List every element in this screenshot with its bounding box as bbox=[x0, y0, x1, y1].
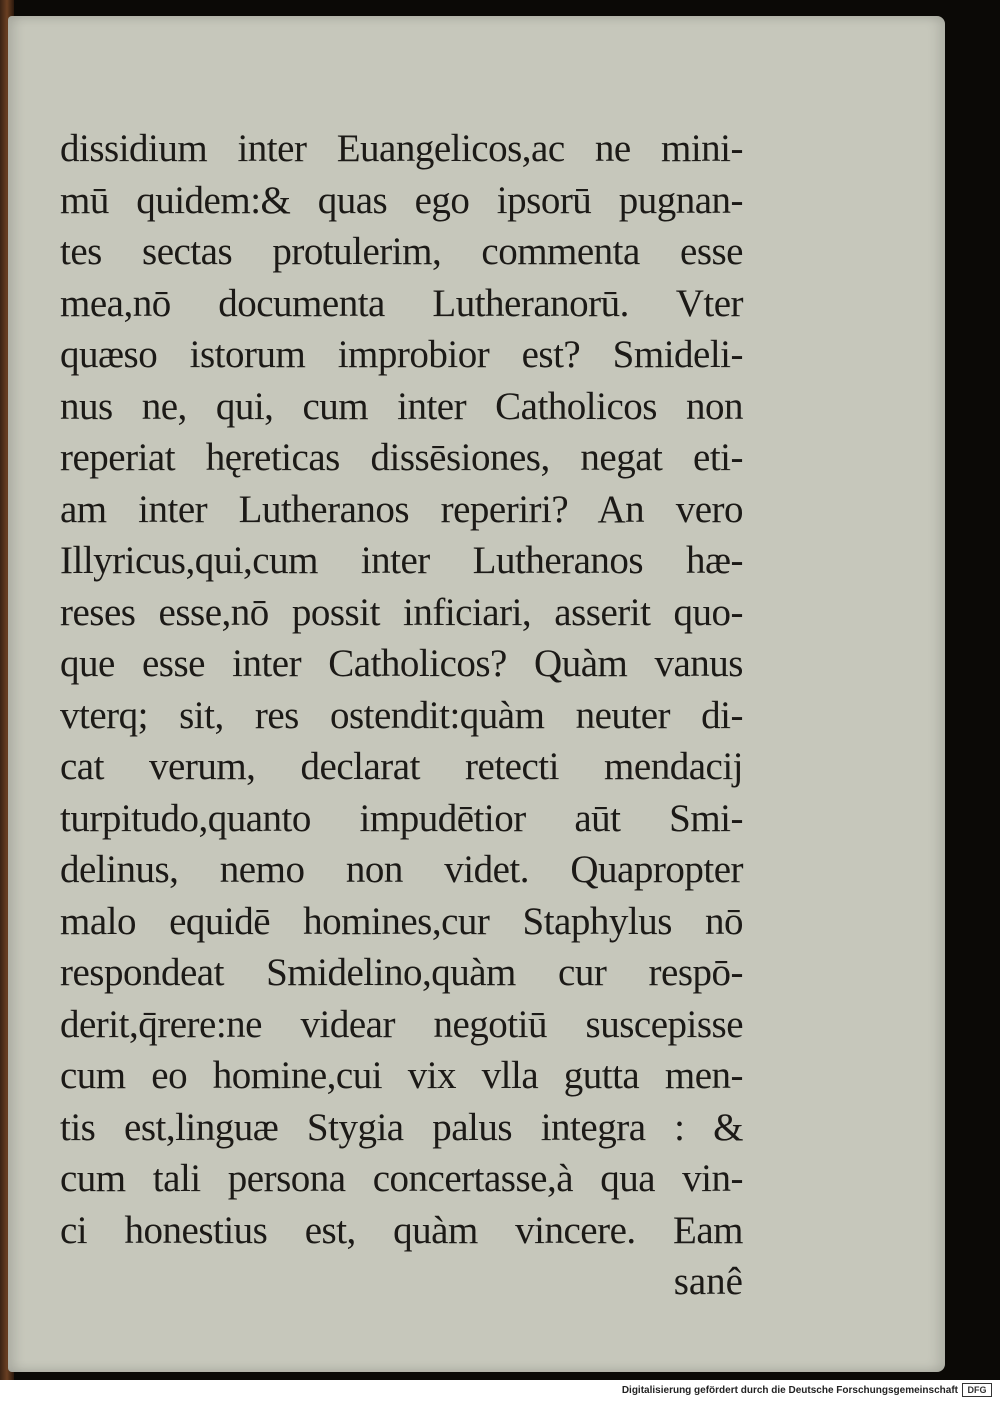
dfg-logo-icon: DFG bbox=[962, 1383, 992, 1397]
text-line: Illyricus,qui,cum inter Lutheranos hæ- bbox=[60, 539, 743, 582]
text-line: que esse inter Catholicos? Quàm vanus bbox=[60, 642, 743, 685]
text-line: cum tali persona concertasse,à qua vin- bbox=[60, 1157, 743, 1200]
text-line: turpitudo,quanto impudētior aūt Smi- bbox=[60, 796, 743, 840]
text-line: respondeat Smidelino,quàm cur respō- bbox=[60, 951, 743, 994]
text-line: nus ne, qui, cum inter Catholicos non bbox=[60, 384, 743, 428]
footer-bar bbox=[0, 1380, 1000, 1401]
text-line: tis est,linguæ Stygia palus integra : & bbox=[60, 1105, 743, 1149]
text-line: mū quidem:& quas ego ipsorū pugnan- bbox=[60, 178, 743, 222]
text-line: cum eo homine,cui vix vlla gutta men- bbox=[60, 1054, 743, 1097]
text-line: cat verum, declarat retecti mendacij bbox=[60, 745, 743, 788]
text-line: reses esse,nō possit inficiari, asserit quo- bbox=[60, 590, 743, 634]
text-line: ci honestius est, quàm vincere. Eam bbox=[60, 1208, 743, 1252]
text-line: tes sectas protulerim, commenta esse bbox=[60, 230, 743, 273]
text-line: derit,q̄rere:ne videar negotiū suscepisse bbox=[60, 1002, 743, 1046]
text-line: malo equidē homines,cur Staphylus nō bbox=[60, 899, 743, 943]
text-line: delinus, nemo non videt. Quapropter bbox=[60, 848, 743, 891]
text-line: dissidium inter Euangelicos,ac ne mini- bbox=[60, 127, 743, 170]
text-line: reperiat hęreticas dissēsiones, negat eti- bbox=[60, 436, 743, 479]
text-line: mea,nō documenta Lutheranorū. Vter bbox=[60, 281, 743, 325]
text-line: quæso istorum improbior est? Smideli- bbox=[60, 333, 743, 376]
catchword: sanê bbox=[673, 1260, 743, 1303]
book-page bbox=[8, 16, 945, 1372]
page-text bbox=[60, 123, 743, 1308]
funding-credit: Digitalisierung gefördert durch die Deutsche Forschungsgemeinschaft bbox=[621, 1385, 958, 1396]
text-line: vterq; sit, res ostendit:quàm neuter di- bbox=[60, 693, 743, 737]
text-line: am inter Lutheranos reperiri? An vero bbox=[60, 487, 743, 531]
